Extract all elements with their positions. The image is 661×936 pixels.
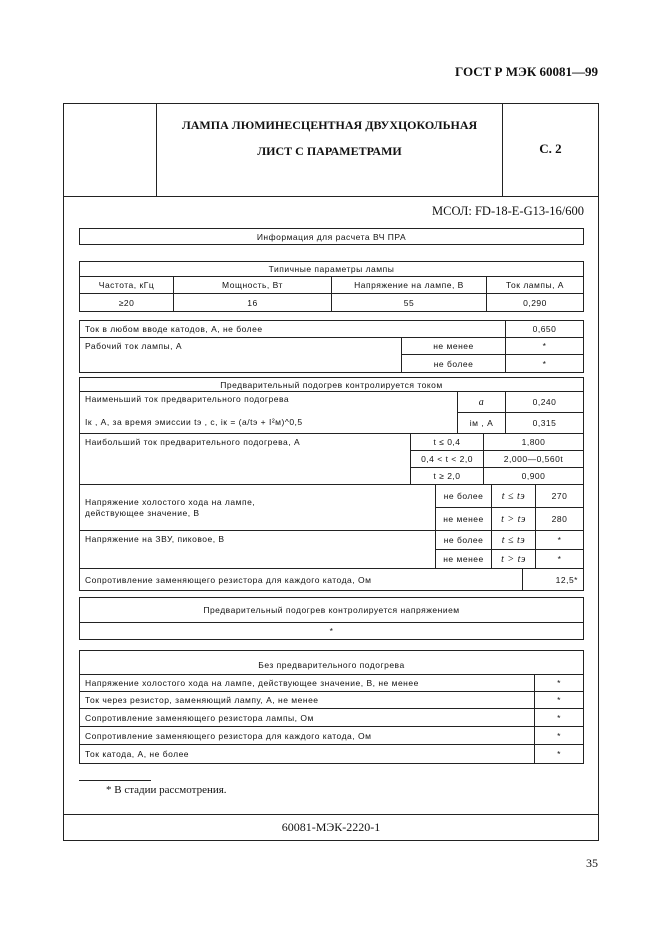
value-current: 0,290: [523, 297, 547, 308]
no-preheat-value-5: *: [557, 749, 561, 759]
info-section: [79, 228, 584, 245]
no-preheat-label-3: Сопротивление заменяющего резистора лампы, Ом: [80, 709, 535, 726]
working-max-label: не более: [433, 358, 474, 369]
max-preheat-values: [484, 434, 583, 484]
range-value-1: 1,800: [484, 434, 583, 451]
header-power: Мощность, Вт: [174, 277, 332, 293]
ocv-label-line2: действующее значение, В: [85, 507, 200, 518]
ocv-conditions: [492, 485, 536, 530]
zvu-limits: [436, 531, 492, 568]
ocv-label: [80, 485, 436, 530]
min-preheat-label: Наименьший ток предварительного подогрева: [85, 394, 290, 404]
zvu-label: Напряжение на ЗВУ, пиковое, В: [80, 531, 436, 568]
working-current-label: Рабочий ток лампы, А: [80, 338, 402, 372]
footnote-rule: [79, 780, 151, 781]
no-preheat-label-4: Сопротивление заменяющего резистора для каждого катода, Ом: [80, 727, 535, 744]
min-preheat-cell: [80, 392, 458, 433]
param-im-value: 0,315: [532, 418, 557, 428]
resistor-label: Сопротивление заменяющего резистора для каждого катода, Ом: [80, 569, 523, 590]
range-cond-2: 0,4 < t < 2,0: [411, 451, 483, 468]
any-input-current-label: Ток в любом вводе катодов, А, не более: [80, 321, 506, 337]
ocv-limit-2: не менее: [443, 514, 484, 524]
zvu-values: [536, 531, 583, 568]
zvu-cond-2: t > tэ: [501, 553, 526, 565]
preheat-voltage-table: [79, 597, 584, 640]
sheet-subtitle: ЛИСТ С ПАРАМЕТРАМИ: [257, 144, 402, 158]
ocv-value-1: 270: [536, 485, 583, 508]
range-cond-3: t ≥ 2,0: [433, 471, 461, 481]
sheet-footer: [64, 814, 598, 840]
preheat-current-table: [79, 377, 584, 591]
value-power: 16: [174, 294, 332, 311]
no-preheat-value-1: *: [557, 678, 561, 688]
header-frequency: Частота, кГц: [80, 277, 174, 293]
ocv-cond-1: t ≤ tэ: [492, 485, 535, 508]
ocv-label-line1: Напряжение холостого хода на лампе,: [85, 496, 256, 507]
preheat-formula: Iк , А, за время эмиссии tэ , с, iк = (a/tэ + I²м)^0,5: [85, 417, 303, 427]
preheat-voltage-title: Предварительный подогрев контролируется напряжением: [203, 605, 460, 615]
header-voltage: Напряжение на лампе, В: [332, 277, 487, 293]
footer-code: 60081-МЭК-2220-1: [281, 820, 381, 834]
preheat-current-title: Предварительный подогрев контролируется током: [220, 379, 443, 390]
ocv-values: [536, 485, 583, 530]
max-preheat-label: Наибольший ток предварительного подогрева, А: [80, 434, 411, 484]
param-a-value: 0,240: [506, 392, 583, 413]
no-preheat-label-1: Напряжение холостого хода на лампе, действующее значение, В, не менее: [80, 675, 535, 691]
lamp-code: МСОЛ: FD-18-E-G13-16/600: [432, 204, 584, 218]
zvu-limit-2: не менее: [443, 554, 484, 564]
footnote: * В стадии рассмотрения.: [106, 784, 227, 796]
param-a-label: a: [458, 392, 505, 413]
no-preheat-value-3: *: [557, 712, 561, 723]
param-im-label: iм , А: [469, 418, 494, 428]
ocv-limit-1: не более: [436, 485, 491, 508]
no-preheat-label-5: Ток катода, А, не более: [80, 745, 535, 763]
zvu-cond-1: t ≤ tэ: [492, 531, 535, 550]
preheat-voltage-value: *: [329, 626, 334, 636]
ocv-value-2: 280: [551, 514, 568, 524]
value-voltage: 55: [332, 294, 487, 311]
working-min-value: *: [506, 338, 583, 355]
preheat-param-values: [506, 392, 583, 433]
typical-params-table: [79, 261, 584, 312]
sheet-frame: [63, 103, 599, 841]
zvu-value-1: *: [536, 531, 583, 550]
working-max-value: *: [542, 358, 547, 369]
no-preheat-table: [79, 650, 584, 764]
page-number: 35: [586, 856, 598, 870]
no-preheat-title: Без предварительного подогрева: [258, 660, 405, 670]
any-input-current-value: 0,650: [532, 324, 557, 334]
preheat-param-labels: [458, 392, 506, 433]
header-page-cell: [503, 104, 598, 196]
ocv-limits: [436, 485, 492, 530]
working-current-limits: [402, 338, 506, 372]
working-min-label: не менее: [402, 338, 505, 355]
range-value-2: 2,000—0,560t: [484, 451, 583, 468]
standard-number: ГОСТ Р МЭК 60081—99: [455, 64, 598, 79]
sheet-page: С. 2: [539, 141, 562, 156]
zvu-value-2: *: [557, 554, 562, 564]
currents-table: [79, 320, 584, 373]
sheet-title: ЛАМПА ЛЮМИНЕСЦЕНТНАЯ ДВУХЦОКОЛЬНАЯ: [181, 118, 478, 132]
header-current: Ток лампы, А: [506, 280, 564, 290]
value-frequency: ≥20: [80, 294, 174, 311]
no-preheat-label-2: Ток через резистор, заменяющий лампу, А, не менее: [80, 692, 535, 708]
range-cond-1: t ≤ 0,4: [411, 434, 483, 451]
no-preheat-value-4: *: [557, 730, 561, 741]
range-value-3: 0,900: [521, 471, 546, 481]
zvu-limit-1: не более: [436, 531, 491, 550]
sheet-header: [64, 104, 598, 197]
header-title-cell: [157, 104, 503, 196]
no-preheat-value-2: *: [557, 695, 561, 705]
ocv-cond-2: t > tэ: [501, 513, 526, 525]
typical-title: Типичные параметры лампы: [268, 264, 395, 274]
info-title: Информация для расчета ВЧ ПРА: [256, 231, 407, 242]
zvu-conditions: [492, 531, 536, 568]
header-blank-cell: [64, 104, 157, 196]
resistor-value: 12,5*: [555, 574, 578, 585]
working-current-values: [506, 338, 583, 372]
max-preheat-conditions: [411, 434, 484, 484]
